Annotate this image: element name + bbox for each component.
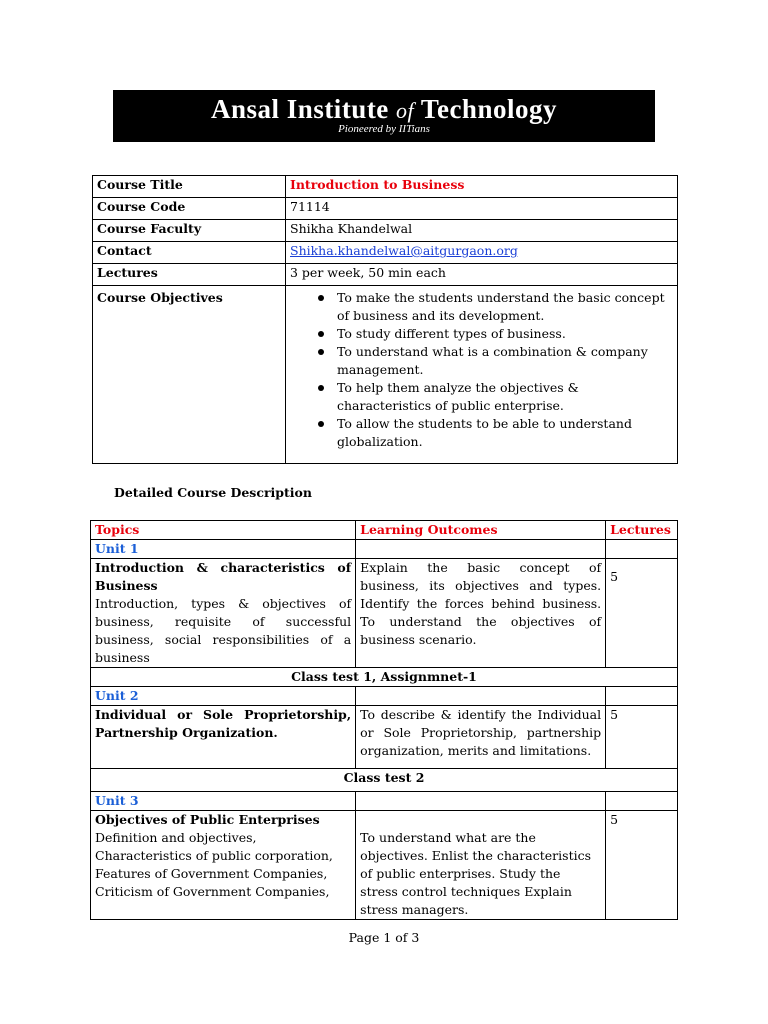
unit-3-content-row: [91, 811, 678, 920]
institute-tagline: Pioneered by IITians: [338, 123, 430, 135]
unit-1-label: Unit 1: [91, 540, 356, 559]
course-description-table: [90, 520, 678, 920]
learning-outcomes-header: Learning Outcomes: [356, 521, 606, 540]
unit-3-topic-cell: [91, 811, 356, 920]
empty-cell: [356, 687, 606, 706]
lectures-label: Lectures: [93, 264, 286, 286]
unit-1-topic-body: Introduction, types & objectives of business, requisite of successful business, social responsibilities of a business: [95, 596, 352, 665]
page-number: Page 1 of 3: [348, 930, 420, 945]
institute-name: Ansal Institute of Technology: [211, 94, 557, 124]
empty-cell: [356, 792, 606, 811]
class-test-1: Class test 1, Assignmnet-1: [91, 668, 678, 687]
objective-item: To understand what is a combination & company management.: [290, 343, 673, 379]
empty-cell: [606, 540, 678, 559]
objectives-cell: [286, 286, 678, 464]
unit-3-topic-title: Objectives of Public Enterprises: [95, 812, 320, 827]
contact-label: Contact: [93, 242, 286, 264]
course-code-label: Course Code: [93, 198, 286, 220]
class-test-2: Class test 2: [91, 769, 678, 792]
course-title-row: [93, 176, 678, 198]
unit-row: [91, 792, 678, 811]
lectures-row: [93, 264, 678, 286]
unit-1-outcome: Explain the basic concept of business, its objectives and types. Identify the forces behind business. To understand the objectives of business scenario.: [356, 559, 606, 668]
unit-1-lectures: 5: [606, 559, 678, 668]
unit-2-lectures: 5: [606, 706, 678, 769]
contact-cell: [286, 242, 678, 264]
unit-2-content-row: [91, 706, 678, 769]
contact-email-link[interactable]: Shikha.khandelwal@aitgurgaon.org: [290, 243, 518, 258]
unit-3-topic-line: Characteristics of public corporation,: [95, 848, 333, 863]
unit-3-label: Unit 3: [91, 792, 356, 811]
lectures-value: 3 per week, 50 min each: [286, 264, 678, 286]
unit-row: [91, 687, 678, 706]
unit-3-outcome-spacer: [360, 811, 601, 829]
objectives-label: Course Objectives: [93, 286, 286, 464]
objective-item: To study different types of business.: [290, 325, 673, 343]
unit-3-topic-line: Definition and objectives,: [95, 830, 257, 845]
objective-item: To help them analyze the objectives & characteristics of public enterprise.: [290, 379, 673, 415]
course-code-value: 71114: [286, 198, 678, 220]
empty-cell: [356, 540, 606, 559]
objective-item: To allow the students to be able to understand globalization.: [290, 415, 673, 451]
objectives-row: [93, 286, 678, 464]
unit-3-lectures: 5: [606, 811, 678, 920]
empty-cell: [606, 687, 678, 706]
course-title-value: Introduction to Business: [286, 176, 678, 198]
unit-3-outcome: To understand what are the objectives. Enlist the characteristics of public enterprises. Study the stress control techniques Explain stress managers.: [360, 830, 592, 917]
objectives-list: [290, 289, 673, 463]
unit-row: [91, 540, 678, 559]
course-faculty-label: Course Faculty: [93, 220, 286, 242]
course-title-label: Course Title: [93, 176, 286, 198]
course-faculty-value: Shikha Khandelwal: [286, 220, 678, 242]
unit-1-content-row: [91, 559, 678, 668]
unit-3-topic-line: Criticism of Government Companies,: [95, 884, 330, 899]
contact-row: [93, 242, 678, 264]
unit-1-topic-cell: [91, 559, 356, 668]
unit-2-outcome: To describe & identify the Individual or Sole Proprietorship, partnership organization, merits and limitations.: [356, 706, 606, 769]
unit-3-topic-line: Features of Government Companies,: [95, 866, 328, 881]
course-faculty-row: [93, 220, 678, 242]
class-test-row: [91, 769, 678, 792]
lectures-header: Lectures: [606, 521, 678, 540]
empty-cell: [606, 792, 678, 811]
class-test-row: [91, 668, 678, 687]
course-info-table: [92, 175, 678, 464]
objective-item: To make the students understand the basic concept of business and its development.: [290, 289, 673, 325]
detailed-course-description-heading: Detailed Course Description: [114, 485, 312, 500]
table-header-row: [91, 521, 678, 540]
unit-2-label: Unit 2: [91, 687, 356, 706]
institute-logo-banner: [113, 90, 655, 142]
course-code-row: [93, 198, 678, 220]
unit-1-topic-title: Introduction & characteristics of Business: [95, 560, 352, 593]
unit-2-topic-title: Individual or Sole Proprietorship, Partnership Organization.: [91, 706, 356, 769]
topics-header: Topics: [91, 521, 356, 540]
unit-3-outcome-cell: [356, 811, 606, 920]
